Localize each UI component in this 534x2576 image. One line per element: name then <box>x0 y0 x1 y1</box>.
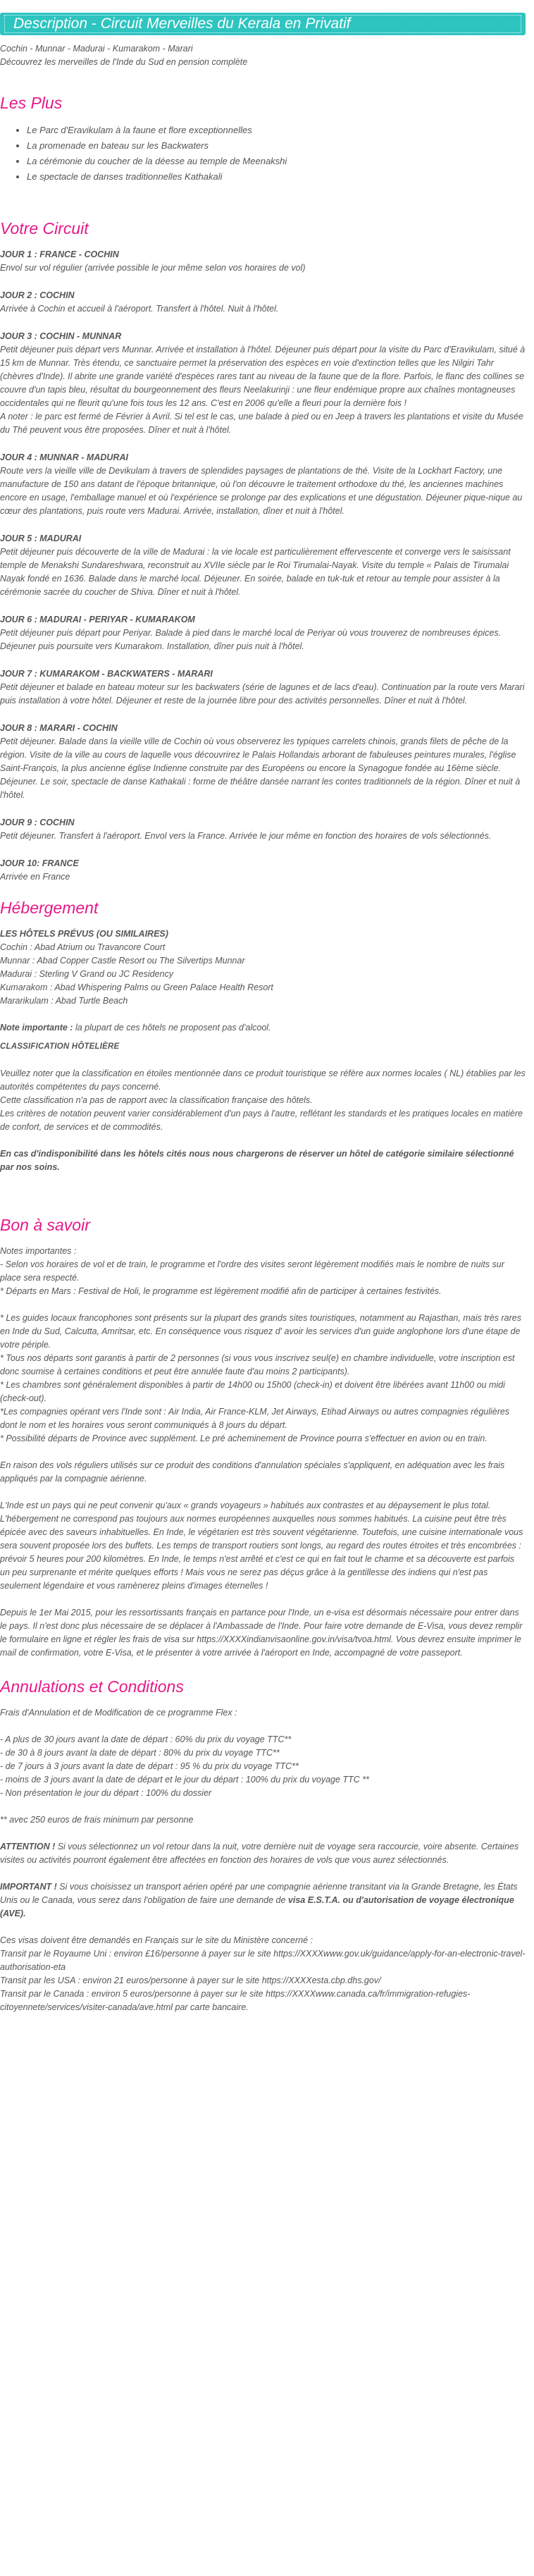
hotels-heading: LES HÔTELS PRÉVUS (OU SIMILAIRES) <box>0 929 168 939</box>
day-description: Petit déjeuner puis découverte de la ville de Madurai : la vie locale est particulièrement effervescente et converge vers le saisissant temple de Menakshi Sundareshwara, reconstruit au XVIIe siècle par le Roi Tirumalai-Nayak. Visite du temple « Palais de Tirumalai Nayak fondé en 1636. Balade dans le marché local. Déjeuner. En soirée, balade en tuk-tuk et retour au temple pour assister à la cérémonie sacrée du coucher de Shiva. Dîner et nuit à l'hôtel. <box>0 547 511 597</box>
note-line: * Départs en Mars : Festival de Holi, le programme est légèrement modifié afin de participer à certaines festivités. <box>0 1286 442 1296</box>
plus-list <box>27 123 526 185</box>
day-description: Arrivée à Cochin et accueil à l'aéroport. Transfert à l'hôtel. Nuit à l'hôtel. <box>0 304 279 314</box>
day-block <box>0 667 526 708</box>
hotel-line: Cochin : Abad Atrium ou Travancore Court <box>0 942 166 952</box>
fee-line: - A plus de 30 jours avant la date de départ : 60% du prix du voyage TTC** <box>0 1734 292 1744</box>
evisa-paragraph: Depuis le 1er Mai 2015, pour les ressortissants français en partance pour l'Inde, un e-visa est désormais nécessaire pour entrer dans le pays. Il n'est donc plus nécessaire de se déplacer à l'Ambassade de l'Inde. Pour faire votre demande de E-Visa, vous devez remplir le formulaire en ligne et régler les frais de visa sur https://XXXXindianvisaonline.gov.in/visa/tvoa.html. Vous devrez ensuite imprimer le mail de confirmation, votre E-Visa, et le présenter à votre arrivée à l'aéroport en Inde, accompagné de votre passeport. <box>0 1608 523 1658</box>
day-title: JOUR 1 : FRANCE - COCHIN <box>0 249 119 259</box>
day-description: Route vers la vieille ville de Devikulam à travers de splendides paysages de plantations de thé. Visite de la Lockhart Factory, une manufacture de 150 ans datant de l'époque britannique, où l'on découvre le traitement orthodoxe du thé, les anciennes machines encore en usage, l'emballage manuel et où l'expérience se prolonge par des explications et une dégustation. Déjeuner pique-nique au cœur des plantations, puis route vers Madurai. Arrivée, installation, dîner et nuit à l'hôtel. <box>0 466 523 516</box>
india-paragraph: L'Inde est un pays qui ne peut convenir qu'aux « grands voyageurs » habitués aux contrastes et au dépaysement le plus total. L'hébergement ne correspond pas toujours aux normes européennes auxquelles nous sommes habitués. La cuisine peut être très épicée avec des saveurs inhabituelles. En Inde, le végétarien est très souvent végétarienne. Toutefois, une cuisine internationale vous sera souvent proposée lors des buffets. Les temps de transport routiers sont longs, au regard des routes étroites et très encombrées : prévoir 5 heures pour 200 kilomètres. En Inde, le temps n'est arrêté et c'est ce qui en fait tout le charme et sa découverte est parfois un peu surprenante et mérite quelques efforts ! Mais vous ne serez pas déçus grâce à la gentillesse des indiens qui n'est pas seulement légendaire et vous ramènerez pleins d'images éternelles ! <box>0 1500 523 1591</box>
hotel-line: Madurai : Sterling V Grand ou JC Residency <box>0 969 173 979</box>
detail-line: * Les chambres sont généralement disponibles à partir de 14h00 ou 15h00 (check-in) et doivent être libérées avant 11h00 ou midi (check-out). <box>0 1380 505 1403</box>
important-paragraph <box>0 1880 526 1921</box>
day-block <box>0 532 526 599</box>
day-list <box>0 248 526 884</box>
day-description: Petit déjeuner. Transfert à l'aéroport. Envol vers la France. Arrivée le jour même en fonction des horaires de vols sélectionnés. <box>0 831 492 841</box>
day-title: JOUR 2 : COCHIN <box>0 290 75 300</box>
transit-heading: Ces visas doivent être demandés en Français sur le site du Ministère concerné : <box>0 1935 313 1945</box>
hotel-line: Munnar : Abad Copper Castle Resort ou The Silvertips Munnar <box>0 956 245 966</box>
fee-line: - moins de 3 jours avant la date de départ et le jour du départ : 100% du prix du voyage TTC ** <box>0 1775 369 1785</box>
day-description: Arrivée en France <box>0 872 70 882</box>
day-block <box>0 330 526 437</box>
day-block <box>0 613 526 653</box>
cancellation-paragraph: En raison des vols réguliers utilisés sur ce produit des conditions d'annulation spéciales s'appliquent, en adéquation avec les frais appliqués par la compagnie aérienne. <box>0 1460 505 1484</box>
list-item: • Le spectacle de danses traditionnelles Kathakali <box>27 169 526 185</box>
attention-text: Si vous sélectionnez un vol retour dans la nuit, votre dernière nuit de voyage sera raccourcie, voire absente. Certaines visites ou activités pourront également être affectées en fonction des horaires de vols que vous aurez sélectionnés. <box>0 1842 519 1865</box>
detail-line: *Les compagnies opérant vers l'Inde sont : Air India, Air France-KLM, Jet Airways, Etihad Airways ou autres compagnies régulières dont le nom et les horaires vous seront communiqués à 8 jours du départ. <box>0 1407 510 1430</box>
notes-heading: Notes importantes : <box>0 1246 77 1256</box>
transit-line[interactable]: Transit par le Royaume Uni : environ £16/personne à payer sur le site https://XXXXwww.gov.uk/guidance/apply-for-an-electronic-travel-authorisation-eta <box>0 1949 526 1972</box>
section-title-hebergement: Hébergement <box>0 899 99 917</box>
day-description: Petit déjeuner puis départ pour Periyar. Balade à pied dans le marché local de Periyar où vous trouverez de nombreuses épices. Déjeuner puis poursuite vers Kumarakom. Installation, dîner puis nuit à l'hôtel. <box>0 628 502 651</box>
day-block <box>0 816 526 843</box>
important-bold: visa E.S.T.A. ou d'autorisation de voyage électronique (AVE). <box>0 1895 514 1918</box>
day-description: Petit déjeuner. Balade dans la vieille ville de Cochin où vous observerez les typiques carrelets chinois, grands filets de pêche de la région. Visite de la ville au cours de laquelle vous découvrirez le Palais Hollandais arborant de fabuleuses peintures murales, l'église Saint-François, la plus ancienne église Indienne construite par des Européens ou encore la Synagogue fondée au 16ème siècle. Déjeuner. Le soir, spectacle de danse Kathakali : forme de théâtre dansée narrant les contes traditionnels de la région. Dîner et nuit à l'hôtel. <box>0 737 521 800</box>
day-description: Petit déjeuner et balade en bateau moteur sur les backwaters (série de lagunes et de lacs d'eau). Continuation par la route vers Marari puis installation à votre hôtel. Déjeuner et reste de la journée libre pour des activités personnelles. Dîner et nuit à l'hôtel. <box>0 682 525 705</box>
classification-line: Cette classification n'a pas de rapport avec la classification française des hôtels. <box>0 1095 313 1105</box>
note-line: - Selon vos horaires de vol et de train, le programme et l'ordre des visites seront légèrement modifiés mais le nombre de nuits sur place sera respecté. <box>0 1259 504 1283</box>
intro-subtitle: Découvrez les merveilles de l'Inde du Sud en pension complète <box>0 57 248 67</box>
page-title: Description - Circuit Merveilles du Kerala en Privatif <box>4 15 521 33</box>
section-title-annulations: Annulations et Conditions <box>0 1677 184 1696</box>
day-block <box>0 289 526 316</box>
day-title: JOUR 3 : COCHIN - MUNNAR <box>0 331 122 341</box>
day-title: JOUR 9 : COCHIN <box>0 818 75 827</box>
day-description: Envol sur vol régulier (arrivée possible le jour même selon vos horaires de vol) <box>0 263 306 273</box>
section-title-bon-a-savoir: Bon à savoir <box>0 1216 90 1234</box>
classification-line: Veuillez noter que la classification en étoiles mentionnée dans ce produit touristique se réfère aux normes locales ( NL) établies par les autorités compétentes du pays concerné. <box>0 1068 526 1092</box>
day-block <box>0 857 526 884</box>
transit-line[interactable]: Transit par les USA : environ 21 euros/personne à payer sur le site https://XXXXesta.cbp.dhs.gov/ <box>0 1976 381 1985</box>
important-label: IMPORTANT ! <box>0 1882 57 1892</box>
day-title: JOUR 6 : MADURAI - PERIYAR - KUMARAKOM <box>0 615 195 624</box>
classification-title: CLASSIFICATION HÔTELIÈRE <box>0 1042 120 1051</box>
detail-line: * Tous nos départs sont garantis à partir de 2 personnes (si vous vous inscrivez seul(e) en chambre individuelle, votre inscription est donc soumise à certaines conditions et peut être annulée faute d'au moins 2 participants). <box>0 1353 515 1376</box>
day-title: JOUR 10: FRANCE <box>0 858 79 868</box>
fee-line: - de 7 jours à 3 jours avant la date de départ : 95 % du prix du voyage TTC** <box>0 1761 299 1771</box>
note-label: Note importante : <box>0 1023 73 1033</box>
min-fee-note: ** avec 250 euros de frais minimum par personne <box>0 1815 194 1825</box>
important-text: Si vous choisissez un transport aérien opéré par une compagnie aérienne transitant via la Grande Bretagne, les États Unis ou le Canada, vous serez dans l'obligation de faire une demande de <box>0 1882 518 1905</box>
fee-line: - Non présentation le jour du départ : 100% du dossier <box>0 1788 212 1798</box>
day-title: JOUR 4 : MUNNAR - MADURAI <box>0 452 128 462</box>
day-block <box>0 722 526 802</box>
day-block <box>0 248 526 275</box>
note-text: la plupart de ces hôtels ne proposent pas d'alcool. <box>73 1023 271 1033</box>
main-content <box>0 42 526 2014</box>
detail-line: * Les guides locaux francophones sont présents sur la plupart des grands sites touristiques, notamment au Rajasthan, mais très rares en Inde du Sud, Calcutta, Amritsar, etc. En conséquence vous risquez d' avoir les services d'un guide anglophone lors d'une étape de votre périple. <box>0 1313 521 1350</box>
day-title: JOUR 8 : MARARI - COCHIN <box>0 723 118 733</box>
attention-label: ATTENTION ! <box>0 1842 56 1851</box>
list-item: • Le Parc d'Eravikulam à la faune et flore exceptionnelles <box>27 123 526 138</box>
detail-line: * Possibilité départs de Province avec supplément. Le pré acheminement de Province pourra s'effectuer en avion ou en train. <box>0 1434 488 1443</box>
day-title: JOUR 7 : KUMARAKOM - BACKWATERS - MARARI <box>0 669 213 679</box>
route-line: Cochin - Munnar - Madurai - Kumarakom - Marari <box>0 44 193 54</box>
classification-line: Les critères de notation peuvent varier considérablement d'un pays à l'autre, reflétant les standards et les pratiques locales en matière de confort, de services et de commodités. <box>0 1109 523 1132</box>
hotel-note <box>0 1021 526 1035</box>
fees-heading: Frais d'Annulation et de Modification de ce programme Flex : <box>0 1708 237 1718</box>
list-item: • La promenade en bateau sur les Backwaters <box>27 138 526 154</box>
day-block <box>0 451 526 518</box>
day-title: JOUR 5 : MADURAI <box>0 534 82 543</box>
header-banner <box>0 13 526 35</box>
section-title-circuit: Votre Circuit <box>0 219 89 238</box>
unavailability-note: En cas d'indisponibilité dans les hôtels cités nous nous chargerons de réserver un hôtel de catégorie similaire sélectionné par nos soins. <box>0 1149 514 1172</box>
hotel-line: Mararikulam : Abad Turtle Beach <box>0 996 128 1006</box>
list-item: • La cérémonie du coucher de la déesse au temple de Meenakshi <box>27 154 526 169</box>
attention-paragraph <box>0 1840 526 1867</box>
fee-line: - de 30 à 8 jours avant la date de départ : 80% du prix du voyage TTC** <box>0 1748 280 1758</box>
section-title-plus: Les Plus <box>0 94 63 112</box>
transit-line[interactable]: Transit par le Canada : environ 5 euros/personne à payer sur le site https://XXXXwww.canada.ca/fr/immigration-refugies-citoyennete/services/visiter-canada/ave.html par carte bancaire. <box>0 1989 471 2012</box>
day-description: Petit déjeuner puis départ vers Munnar. Arrivée et installation à l'hôtel. Déjeuner puis départ pour la visite du Parc d'Eravikulam, situé à 15 km de Munnar. Très étendu, ce sanctuaire permet la préservation des espèces en voie d'extinction telles que les Nilgiri Tahr (chèvres d'Inde). Il abrite une grande variété d'espèces rares tant au niveau de la faune que de la flore. Parfois, le flanc des collines se couvre d'un tapis bleu, résultat du bourgeonnement des fleurs Neelakurinji : une fleur endémique propre aux chaînes montagneuses occidentales qui ne fleurit qu'une fois tous les 12 ans. C'est en 2006 qu'elle a fleuri pour la dernière fois ! A noter : le parc est fermé de Février à Avril. Si tel est le cas, une balade à pied ou en Jeep à travers les plantations et visite du Musée du Thé peuvent vous être proposées. Dîner et nuit à l'hôtel. <box>0 345 526 435</box>
hotel-line: Kumarakom : Abad Whispering Palms ou Green Palace Health Resort <box>0 982 273 992</box>
